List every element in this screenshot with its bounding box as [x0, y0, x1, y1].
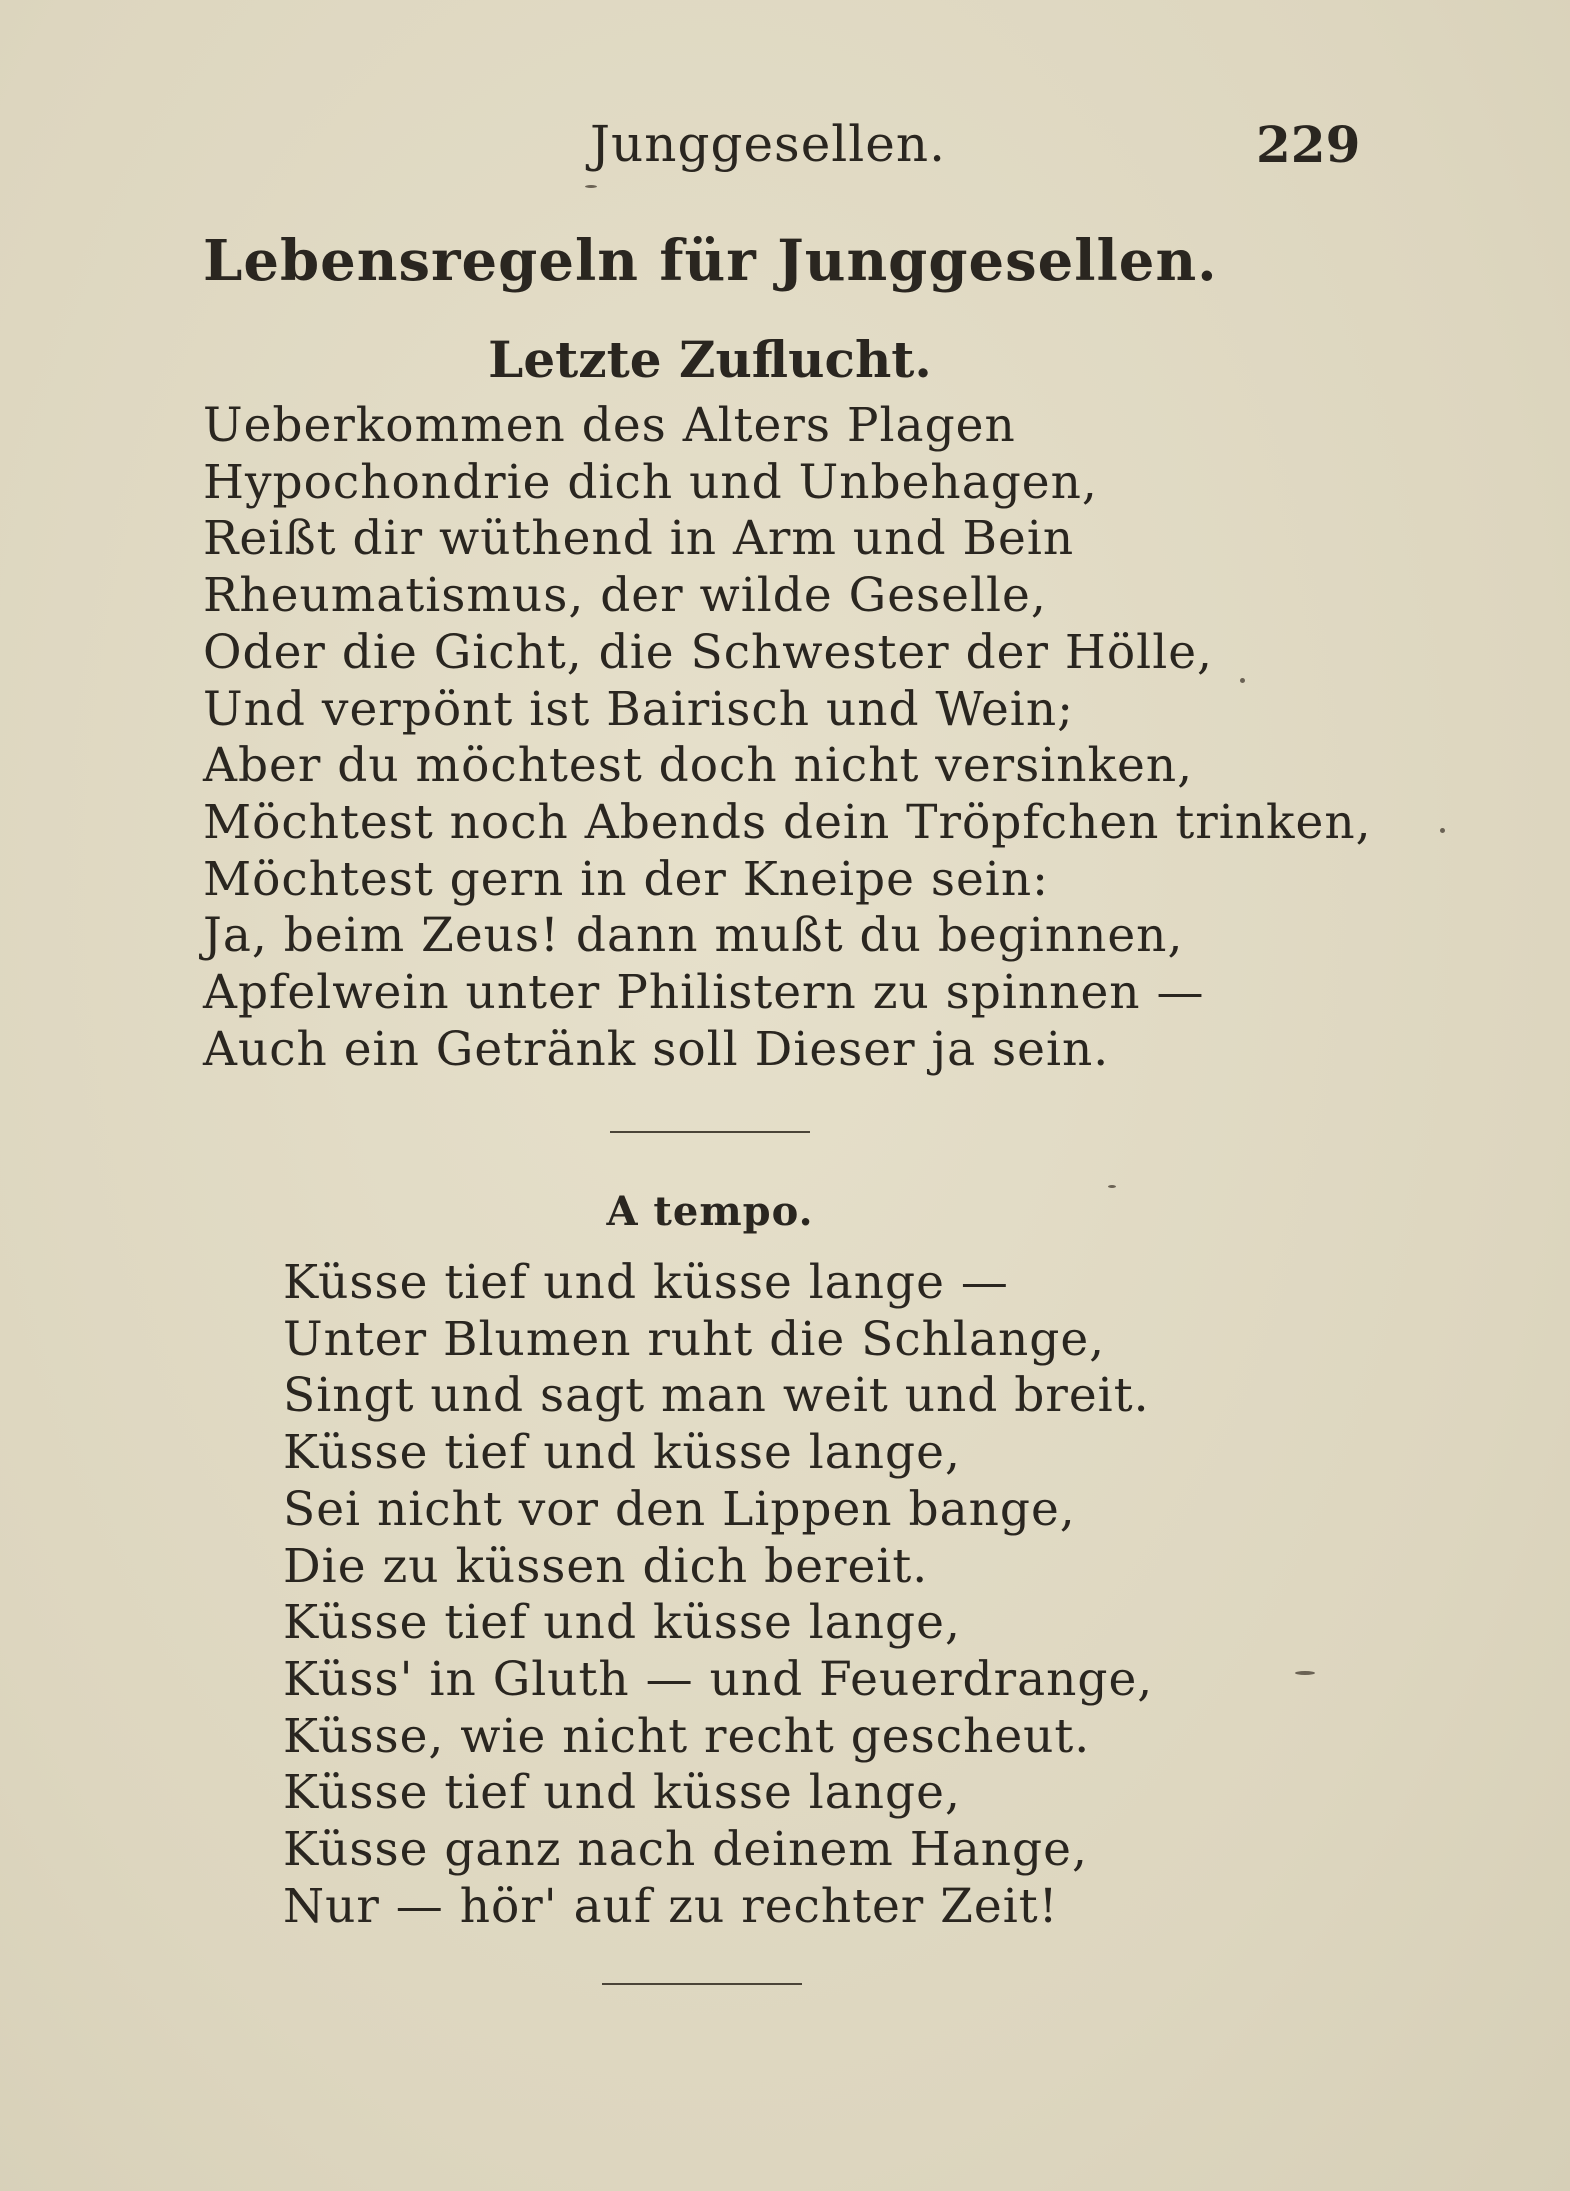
poem-line: Aber du möchtest doch nicht versinken, — [203, 738, 1194, 794]
poem-line: Unter Blumen ruht die Schlange, — [283, 1311, 1106, 1367]
section-divider — [610, 1131, 810, 1133]
paper-speck — [585, 185, 597, 188]
main-title: Lebensregeln für Junggesellen. — [203, 228, 1218, 294]
poem-line: Küsse tief und küsse lange, — [283, 1595, 961, 1651]
paper-speck — [1240, 678, 1245, 683]
poem-title-letzte-zuflucht: Letzte Zuflucht. — [488, 330, 932, 389]
poem-line: Küsse tief und küsse lange — — [283, 1255, 1009, 1310]
poem-line: Und verpönt ist Bairisch und Wein; — [203, 681, 1074, 737]
poem-line: Sei nicht vor den Lippen bange, — [283, 1481, 1076, 1537]
poem-line: Apfelwein unter Philistern zu spinnen — — [203, 965, 1205, 1021]
running-head: Junggesellen. — [590, 115, 946, 173]
poem-letzte-zuflucht — [203, 398, 1372, 1078]
poem-line: Ueberkommen des Alters Plagen — [203, 398, 1016, 453]
paper-speck — [1440, 828, 1445, 833]
poem-line: Möchtest noch Abends dein Tröpfchen trinken, — [203, 794, 1372, 850]
poem-line: Auch ein Getränk soll Dieser ja sein. — [203, 1021, 1110, 1077]
poem-line: Rheumatismus, der wilde Geselle, — [203, 568, 1047, 624]
poem-line: Küsse tief und küsse lange, — [283, 1765, 961, 1821]
poem-line: Küss' in Gluth — und Feuerdrange, — [283, 1651, 1154, 1707]
poem-line: Oder die Gicht, die Schwester der Hölle, — [203, 624, 1213, 680]
poem-line: Küsse tief und küsse lange, — [283, 1425, 961, 1481]
poem-line: Küsse ganz nach deinem Hange, — [283, 1822, 1088, 1878]
paper-speck — [1108, 1185, 1116, 1188]
poem-line: Singt und sagt man weit und breit. — [283, 1368, 1150, 1424]
poem-line: Reißt dir wüthend in Arm und Bein — [203, 511, 1075, 567]
poem-line: Nur — hör' auf zu rechter Zeit! — [283, 1878, 1059, 1934]
poem-line: Die zu küssen dich bereit. — [283, 1538, 929, 1594]
poem-line: Küsse, wie nicht recht gescheut. — [283, 1708, 1091, 1764]
page-number: 229 — [1256, 115, 1361, 174]
end-divider — [602, 1983, 802, 1985]
poem-line: Möchtest gern in der Kneipe sein: — [203, 851, 1049, 907]
poem-title-a-tempo: A tempo. — [606, 1188, 814, 1235]
poem-line: Ja, beim Zeus! dann mußt du beginnen, — [203, 908, 1184, 964]
poem-a-tempo — [283, 1255, 1153, 1935]
paper-speck — [1295, 1671, 1315, 1675]
poem-line: Hypochondrie dich und Unbehagen, — [203, 454, 1098, 510]
